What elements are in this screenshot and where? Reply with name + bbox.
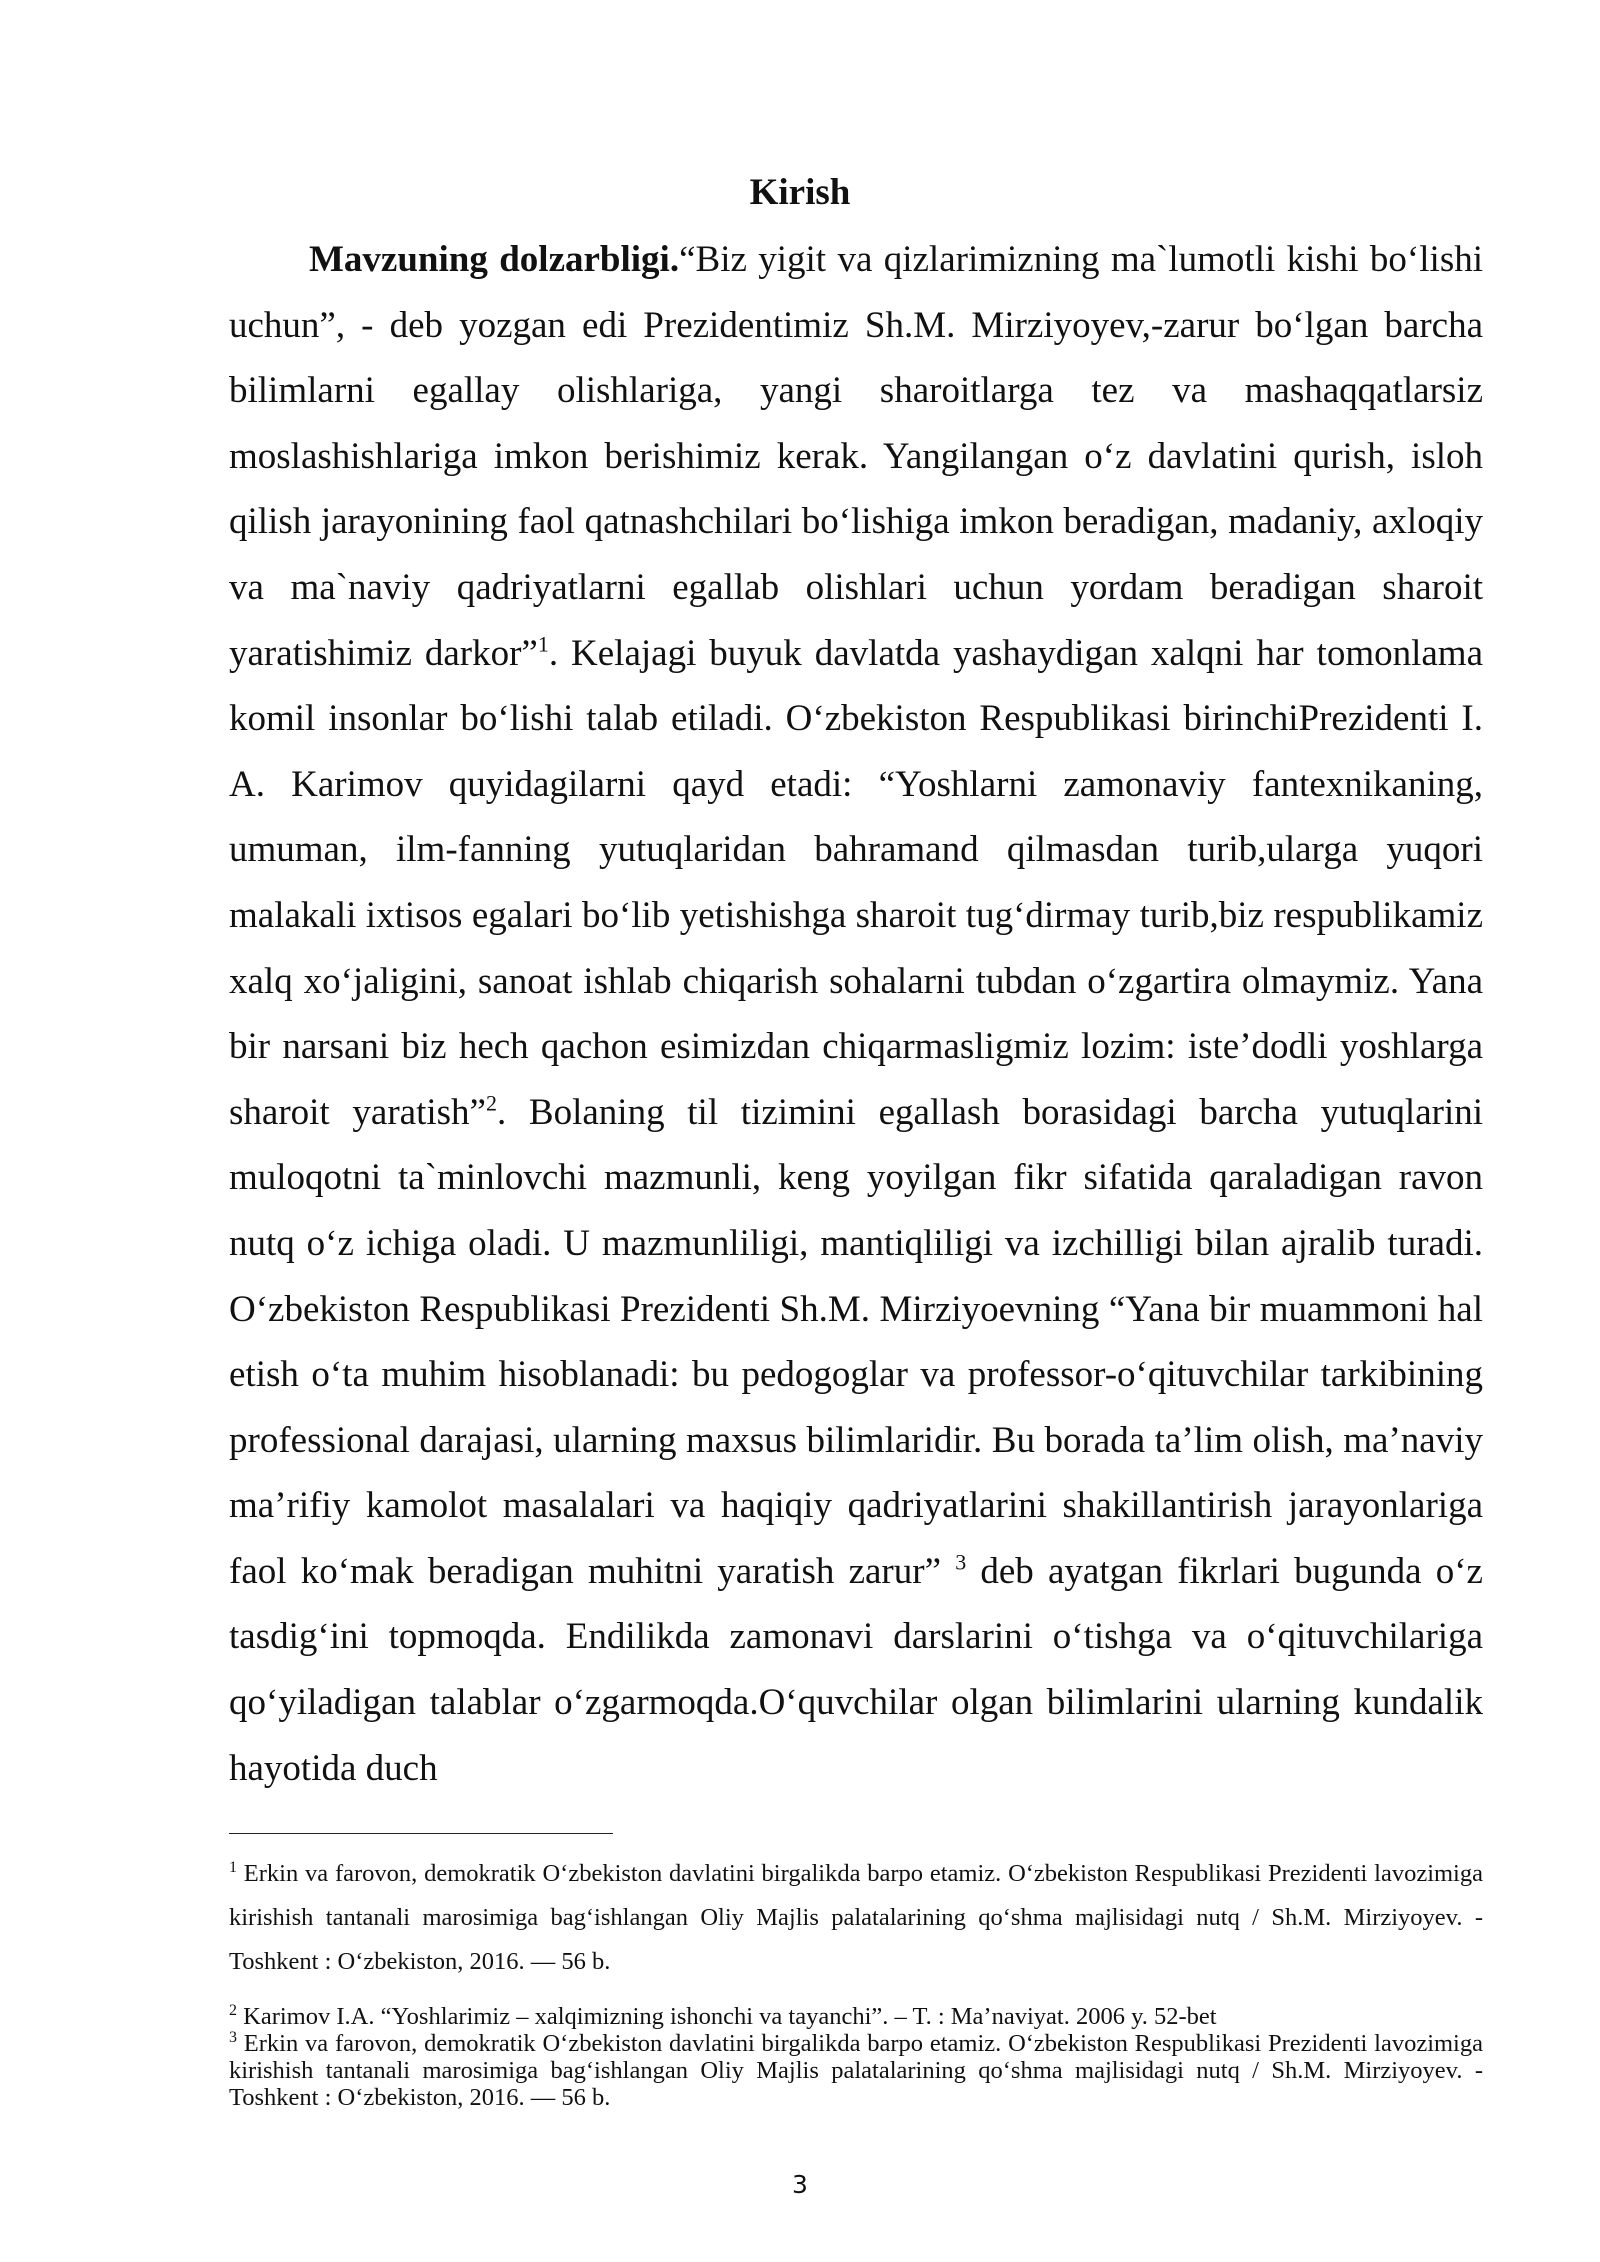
paragraph-text-4: deb ayatgan fikrlari bugunda o‘z tasdig‘ini topmoqda. Endilikda zamonavi darslarini o‘tishga va o‘qituvchilariga qo‘yiladigan talablar o‘zgarmoqda.O‘quvchilar olgan bilimlarini ularning kundalik hayotida duch — [229, 1550, 1483, 1789]
paragraph-text-1: “Biz yigit va qizlarimizning ma`lumotli kishi bo‘lishi uchun”, - deb yozgan edi Prezidentimiz Sh.M. Mirziyoyev,-zarur bo‘lgan barcha bilimlarni egallay olishlariga, yangi sharoitlarga tez va mashaqqatlarsiz moslashishlariga imkon berishimiz kerak. Yangilangan o‘z davlatini qurish, isloh qilish jarayonining faol qatnashchilari bo‘lishiga imkon beradigan, madaniy, axloqiy va ma`naviy qadriyatlarni egallab olishlari uchun yordam beradigan sharoit yaratishimiz darkor” — [229, 239, 1483, 674]
footnote-3 — [229, 2030, 1483, 2111]
footnote-text-3: Erkin va farovon, demokratik O‘zbekiston davlatini birgalikda barpo etamiz. O‘zbekiston Respublikasi Prezidenti lavozimiga kirishish tantanali marosimiga bag‘ishlangan Oliy Majlis palatalarining qo‘shma majlisidagi nutq / Sh.M. Mirziyoyev. - Toshkent : O‘zbekiston, 2016. — 56 b. — [229, 2030, 1483, 2111]
footnote-ref-1: 1 — [537, 631, 549, 657]
body-text — [229, 227, 1483, 1801]
footnote-ref-2: 2 — [485, 1090, 497, 1116]
paragraph-text-2: . Kelajagi buyuk davlatda yashaydigan xalqni har tomonlama komil insonlar bo‘lishi talab etiladi. O‘zbekiston Respublikasi birinchiPrezidenti I. A. Karimov quyidagilarni qayd etadi: “Yoshlarni zamonaviy fantexnikaning, umuman, ilm-fanning yutuqlaridan bahramand qilmasdan turib,ularga yuqori malakali ixtisos egalari bo‘lib yetishishga sharoit tug‘dirmay turib,biz respublikamiz xalq xo‘jaligini, sanoat ishlab chiqarish sohalarni tubdan o‘zgartira olmaymiz. Yana bir narsani biz hech qachon esimizdan chiqarmasligmiz lozim: iste’dodli yoshlarga sharoit yaratish” — [229, 632, 1483, 1133]
page-number: 3 — [792, 2170, 808, 2199]
footnote-mark-1: 1 — [229, 1858, 237, 1876]
footnote-2 — [229, 2003, 1483, 2030]
footnote-1 — [229, 1852, 1483, 1984]
footnote-text-1: Erkin va farovon, demokratik O‘zbekiston davlatini birgalikda barpo etamiz. O‘zbekiston Respublikasi Prezidenti lavozimiga kirishish tantanali marosimiga bag‘ishlangan Oliy Majlis palatalarining qo‘shma majlisidagi nutq / Sh.M. Mirziyoyev. - Toshkent : O‘zbekiston, 2016. — 56 b. — [229, 1860, 1483, 1975]
paragraph-lead: Mavzuning dolzarbligi. — [309, 239, 680, 280]
paragraph-text-3: . Bolaning til tizimini egallash borasidagi barcha yutuqlarini muloqotni ta`minlovchi mazmunli, keng yoyilgan fikr sifatida qaraladigan ravon nutq o‘z ichiga oladi. U mazmunliligi, mantiqliligi va izchilligi bilan ajralib turadi. O‘zbekiston Respublikasi Prezidenti Sh.M. Mirziyoevning “Yana bir muammoni hal etish o‘ta muhim hisoblanadi: bu pedogoglar va professor-o‘qituvchilar tarkibining professional darajasi, ularning maxsus bilimlaridir. Bu borada ta’lim olish, ma’naviy ma’rifiy kamolot masalalari va haqiqiy qadriyatlarini shakillantirish jarayonlariga faol ko‘mak beradigan muhitni yaratish zarur” — [229, 1091, 1483, 1592]
footnote-mark-2: 2 — [229, 2001, 237, 2019]
footnote-separator — [229, 1833, 613, 1834]
footnote-ref-3: 3 — [955, 1549, 967, 1575]
footnote-mark-3: 3 — [229, 2028, 237, 2046]
main-paragraph — [229, 227, 1483, 1801]
footnotes-list — [229, 2003, 1483, 2111]
footnote-text-2: Karimov I.A. “Yoshlarimiz – xalqimizning ishonchi va tayanchi”. – T. : Ma’naviyat. 2006 y. 52-bet — [237, 2003, 1217, 2030]
section-heading: Kirish — [749, 172, 851, 213]
